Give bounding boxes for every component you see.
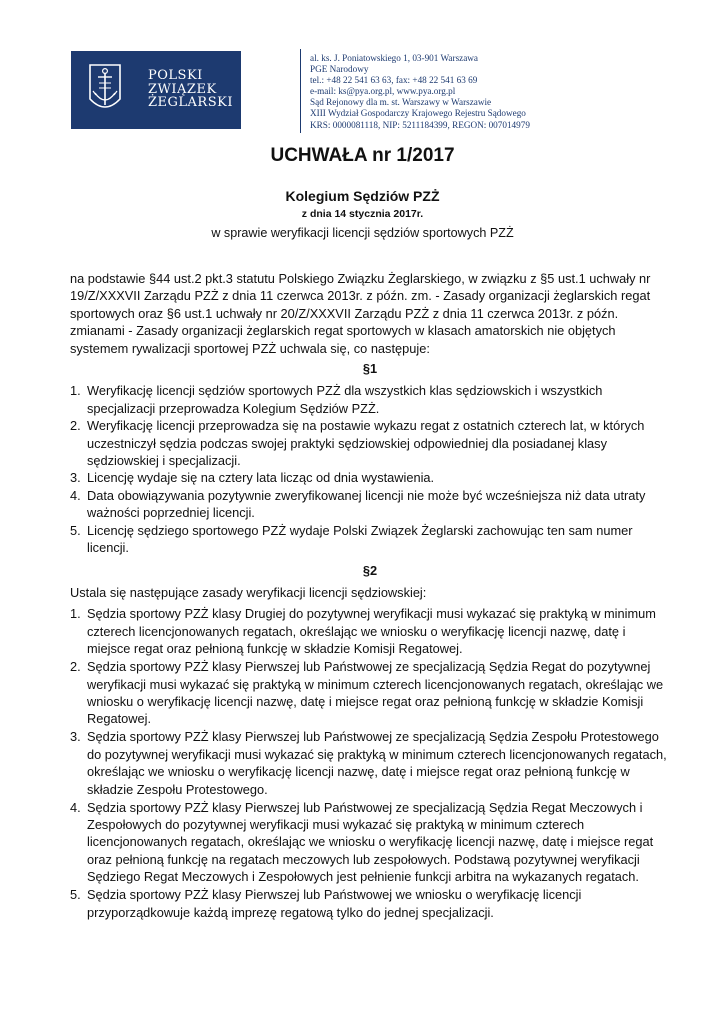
section-2-heading: §2 — [362, 562, 378, 578]
list-item — [70, 469, 670, 486]
list-item — [70, 605, 670, 657]
list-number: 5. — [70, 522, 81, 538]
section-1-list — [70, 382, 670, 556]
list-number: 3. — [70, 729, 81, 745]
list-number: 3. — [70, 470, 81, 486]
document-subject: w sprawie weryfikacji licencji sędziów sportowych PZŻ — [211, 226, 514, 240]
address-line: tel.: +48 22 541 63 63, fax: +48 22 541 63 69 — [310, 75, 478, 86]
logo-wordmark — [148, 69, 233, 110]
section-1-heading: §1 — [362, 361, 378, 377]
address-line: PGE Narodowy — [310, 64, 369, 75]
section-2-list — [70, 605, 670, 921]
list-text: Sędzia sportowy PZŻ klasy Pierwszej lub Państwowej ze specjalizacją Sędzia Regat Meczowych i Zespołowych do pozytywnej weryfikacji musi wykazać się praktyką w minimum czterech licencjonowanych regatach, określając we wniosku o weryfikację licencji nazwę, datę i miejsce regat oraz pełnioną funkcję na regatach meczowych lub zespołowych. Podstawą pozytywnej weryfikacji Sędziego Regat Meczowych i Zespołowych jest pełnienie funkcji arbitra na wykazanych regatach. — [87, 799, 654, 885]
list-item — [70, 417, 670, 469]
list-number: 4. — [70, 487, 81, 503]
address-line: Sąd Rejonowy dla m. st. Warszawy w Warszawie — [310, 97, 492, 108]
address-line: al. ks. J. Poniatowskiego 1, 03-901 Warszawa — [310, 53, 479, 63]
document-date: z dnia 14 stycznia 2017r. — [301, 208, 424, 220]
list-text: Weryfikację licencji sędziów sportowych PZŻ dla wszystkich klas sędziowskich i wszystkich specjalizacji przeprowadza Kolegium Sędziów PZŻ. — [87, 383, 603, 416]
list-item — [70, 522, 670, 557]
list-number: 1. — [70, 383, 81, 399]
logo-line: ŻEGLARSKI — [148, 95, 233, 110]
list-text: Data obowiązywania pozytywnie zweryfikowanej licencji nie może być wcześniejsza niż data utraty ważności poprzedniej licencji. — [87, 487, 646, 521]
list-text: Sędzia sportowy PZŻ klasy Drugiej do pozytywnej weryfikacji musi wykazać się praktyką w minimum czterech licencjonowanych regatach, określając we wniosku o weryfikację licencji nazwę, datę i miejsce regat oraz pełnioną funkcję w składzie Komisji Regatowej. — [87, 606, 656, 657]
list-number: 2. — [70, 659, 81, 675]
pzz-logo — [71, 51, 241, 129]
list-item — [70, 487, 670, 522]
list-number: 1. — [70, 606, 81, 622]
list-text: Weryfikację licencji przeprowadza się na postawie wykazu regat z ostatnich czterech lat, w których uczestniczył sędzia podczas swojej praktyki sędziowskiej odpowiedniej dla posiadanej klasy sędziowskiej i specjalizacji. — [87, 418, 645, 469]
address-block — [310, 53, 530, 131]
address-line: e-mail: ks@pya.org.pl, www.pya.org.pl — [310, 86, 456, 97]
logo-line: POLSKI — [148, 68, 203, 83]
list-item — [70, 886, 670, 921]
document-body — [70, 270, 670, 922]
list-text: Licencję wydaje się na cztery lata licząc od dnia wystawienia. — [87, 470, 435, 486]
header-divider — [300, 49, 301, 133]
list-item — [70, 658, 670, 728]
list-text: Licencję sędziego sportowego PZŻ wydaje Polski Związek Żeglarski zachowując ten sam numer licencji. — [87, 522, 633, 556]
address-line: XIII Wydział Gospodarczy Krajowego Rejestru Sądowego — [310, 108, 526, 119]
issuing-body: Kolegium Sędziów PZŻ — [285, 188, 440, 204]
list-number: 4. — [70, 799, 81, 815]
list-item — [70, 382, 670, 417]
document-title: UCHWAŁA nr 1/2017 — [270, 145, 455, 166]
list-item — [70, 728, 670, 798]
intro-paragraph: na podstawie §44 ust.2 pkt.3 statutu Polskiego Związku Żeglarskiego, w związku z §5 ust.1 uchwały nr 19/Z/XXXVII Zarządu PZŻ z dnia 11 czerwca 2013r. z późn. zm. - Zasady organizacji żeglarskich regat sportowych oraz §6 ust.1 uchwały nr 20/Z/XXXVII Zarządu PZŻ z dnia 11 czerwca 2013r. z późn. zmianami - Zasady organizacji żeglarskich regat sportowych w klasach amatorskich nie objętych systemem rywalizacji sportowej PZŻ uchwala się, co następuje: — [70, 271, 651, 356]
section-2-lead: Ustala się następujące zasady weryfikacji licencji sędziowskiej: — [70, 584, 427, 600]
list-number: 5. — [70, 887, 81, 903]
list-item — [70, 799, 670, 886]
list-text: Sędzia sportowy PZŻ klasy Pierwszej lub Państwowej we wniosku o weryfikację licencji przyporządkowuje każdą imprezę regatową tylko do jednej specjalizacji. — [87, 887, 582, 920]
logo-line: ZWIĄZEK — [148, 81, 217, 97]
list-number: 2. — [70, 418, 81, 434]
list-text: Sędzia sportowy PZŻ klasy Pierwszej lub Państwowej ze specjalizacją Sędzia Regat do pozytywnej weryfikacji musi wykazać się praktyką w minimum czterech licencjonowanych regatach, określając we wniosku o weryfikację licencji nazwę, datę i miejsce regat oraz pełnioną funkcję w składzie Komisji Regatowej. — [87, 659, 664, 727]
anchor-emblem-icon — [87, 61, 123, 117]
address-line: KRS: 0000081118, NIP: 5211184399, REGON: 007014979 — [310, 119, 530, 130]
list-text: Sędzia sportowy PZŻ klasy Pierwszej lub Państwowej ze specjalizacją Sędzia Zespołu Protestowego do pozytywnej weryfikacji musi wykazać się praktyką w minimum czterech licencjonowanych regatach, określając we wniosku o weryfikację licencji nazwę, datę i miejsce regat oraz pełnioną funkcję w składzie Zespołu Protestowego. — [87, 729, 667, 797]
